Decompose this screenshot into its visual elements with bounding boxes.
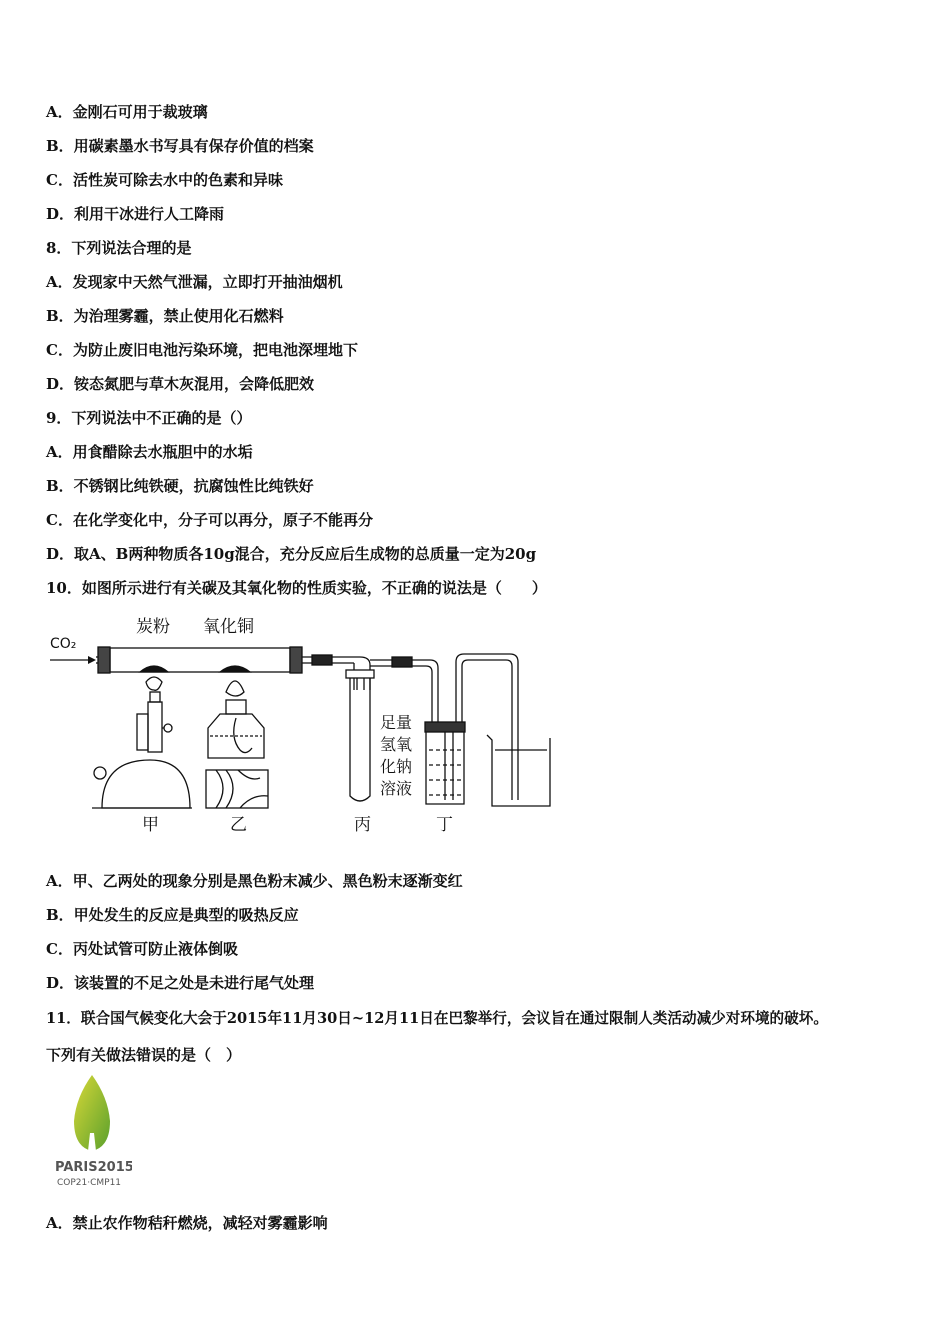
- copper-oxide-powder: [220, 666, 250, 672]
- option-9a: A．用食醋除去水瓶胆中的水垢: [46, 443, 253, 461]
- right-stopper: [290, 647, 302, 673]
- lamp-stem: [148, 702, 162, 752]
- option-11a: A．禁止农作物秸秆燃烧，减轻对雾霾影响: [46, 1214, 328, 1232]
- label-yi: 乙: [230, 815, 247, 835]
- wood-block: [206, 770, 268, 808]
- solution-label-3: 化钠: [380, 757, 413, 776]
- bottle-cap: [425, 722, 465, 732]
- logo-title: PARIS2015: [55, 1160, 132, 1175]
- option-7d: D．利用干冰进行人工降雨: [46, 205, 225, 223]
- label-jia: 甲: [142, 815, 159, 835]
- solution-label-1: 足量: [380, 713, 413, 732]
- solution-label-4: 溶液: [380, 779, 413, 798]
- glass-tube: [110, 648, 290, 672]
- carbon-powder: [140, 666, 168, 672]
- option-7c: C．活性炭可除去水中的色素和异味: [46, 171, 283, 189]
- co2-label: CO₂: [50, 636, 77, 652]
- label-ding: 丁: [436, 815, 453, 835]
- option-9d: D．取A、B两种物质各10g混合，充分反应后生成物的总质量一定为20g: [46, 545, 537, 563]
- option-9c: C．在化学变化中，分子可以再分，原子不能再分: [46, 511, 373, 529]
- question-11-cont: 下列有关做法错误的是（ ）: [46, 1046, 242, 1064]
- flame-jia: [146, 677, 162, 690]
- lamp-base: [102, 760, 190, 808]
- option-10b: B．甲处发生的反应是典型的吸热反应: [46, 906, 299, 924]
- paris2015-logo: [52, 1073, 132, 1191]
- option-10c: C．丙处试管可防止液体倒吸: [46, 940, 238, 958]
- apparatus-diagram: [40, 610, 580, 840]
- carbon-powder-label: 炭粉: [136, 617, 170, 637]
- question-9: 9．下列说法中不正确的是（）: [46, 409, 252, 427]
- option-8c: C．为防止废旧电池污染环境，把电池深埋地下: [46, 341, 358, 359]
- test-tube-bing: [350, 676, 370, 801]
- option-7a: A．金刚石可用于裁玻璃: [46, 103, 208, 121]
- question-8: 8．下列说法合理的是: [46, 239, 192, 257]
- option-9b: B．不锈钢比纯铁硬，抗腐蚀性比纯铁好: [46, 477, 314, 495]
- option-8d: D．铵态氮肥与草木灰混用，会降低肥效: [46, 375, 315, 393]
- question-10: 10．如图所示进行有关碳及其氧化物的性质实验，不正确的说法是（ ）: [46, 579, 547, 597]
- option-7b: B．用碳素墨水书写具有保存价值的档案: [46, 137, 314, 155]
- flame-yi: [226, 681, 244, 696]
- left-stopper: [98, 647, 110, 673]
- option-10d: D．该装置的不足之处是未进行尾气处理: [46, 974, 315, 992]
- copper-oxide-label: 氧化铜: [203, 617, 254, 637]
- label-bing: 丙: [354, 815, 371, 835]
- option-10a: A．甲、乙两处的现象分别是黑色粉末减少、黑色粉末逐渐变红: [46, 872, 463, 890]
- option-8a: A．发现家中天然气泄漏，立即打开抽油烟机: [46, 273, 343, 291]
- solution-label-2: 氢氧: [380, 735, 413, 754]
- question-11: 11．联合国气候变化大会于2015年11月30日~12月11日在巴黎举行，会议旨在通过限制人类活动减少对环境的破坏。: [46, 1010, 828, 1027]
- option-8b: B．为治理雾霾，禁止使用化石燃料: [46, 307, 284, 325]
- logo-subtitle: COP21·CMP11: [57, 1178, 122, 1188]
